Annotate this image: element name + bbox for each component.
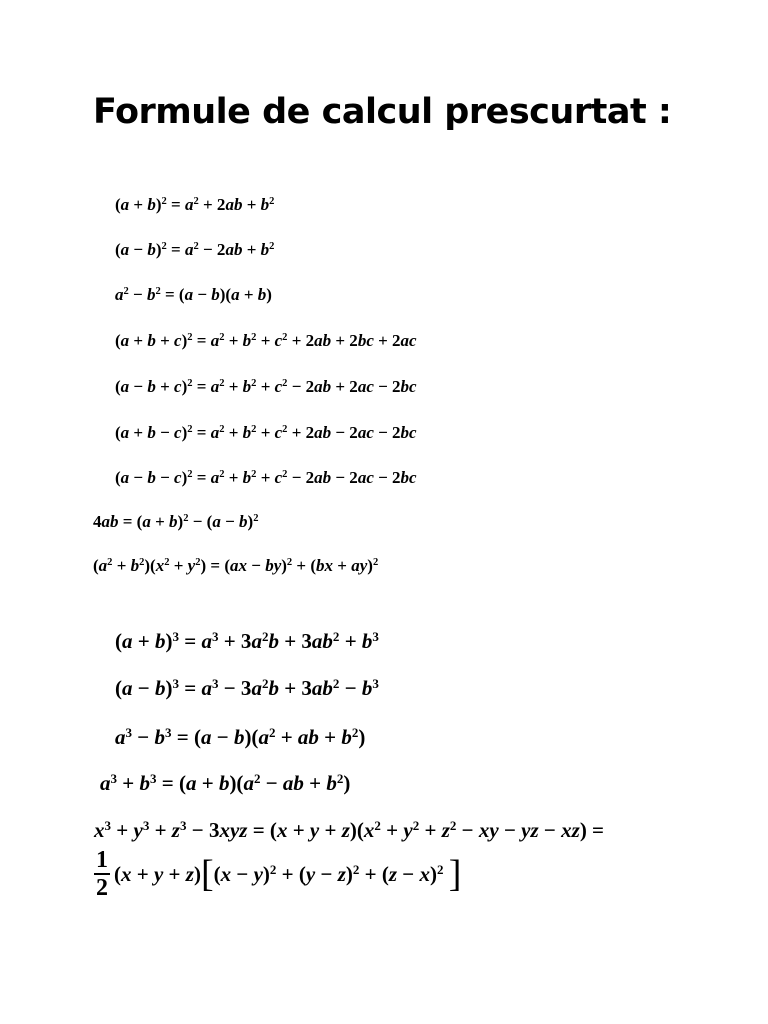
fraction-denominator: 2 bbox=[96, 875, 108, 901]
formula-trinomial-square-1: $(a + b + c)^2 = a^2 + b^2 + c^2 + 2ab + 2bc + 2ac$ bbox=[115, 331, 417, 350]
formula-square-of-difference: $(a - b)^2 = a^2 - 2ab + b^2$ bbox=[115, 240, 275, 259]
formula-trinomial-square-3: $(a + b - c)^2 = a^2 + b^2 + c^2 + 2ab - 2ac - 2bc$ bbox=[115, 423, 417, 442]
page-title: Formule de calcul prescurtat : bbox=[93, 92, 672, 132]
formula-four-ab: $4ab = (a + b)^2 - (a - b)^2$ bbox=[93, 512, 259, 531]
fraction-one-half bbox=[94, 848, 110, 900]
formula-three-cubes-line-1: $x^3 + y^3 + z^3 - 3xyz = (x + y + z)(x^2 + y^2 + z^2$ − xy − yz − xz) = bbox=[94, 817, 605, 842]
formula-difference-of-cubes: $a^3 - b^3 = (a - b)(a^2$ + ab + $b^2$) bbox=[115, 724, 366, 749]
formula-cube-of-difference: $(a - b)^3 = a^3 - 3a^2b + 3ab^2 - b^3$ bbox=[115, 675, 379, 700]
fraction-numerator: 1 bbox=[96, 847, 108, 873]
formula-difference-of-squares: $a^2 - b^2 = (a - b)(a + b)$ bbox=[115, 285, 272, 304]
formula-three-cubes-line-2: $(x + y + z)[(x - y)^2 + (y - z)^2 + (z - x)^2$ ] bbox=[114, 852, 462, 895]
formula-cube-of-sum: $(a + b)^3 = a^3 + 3a^2b + 3ab^2 + b^3$ bbox=[115, 628, 379, 653]
formula-sum-of-cubes: $a^3 + b^3 = (a + b)(a^2$ − ab + $b^2$) bbox=[100, 770, 351, 795]
formula-trinomial-square-2: $(a - b + c)^2 = a^2 + b^2 + c^2 - 2ab + 2ac - 2bc$ bbox=[115, 377, 417, 396]
formula-trinomial-square-4: $(a - b - c)^2 = a^2 + b^2 + c^2 - 2ab - 2ac - 2bc$ bbox=[115, 468, 417, 487]
formula-lagrange-identity: $(a^2 + b^2)(x^2 + y^2) = (ax - by)^2 + (bx + ay)^2$ bbox=[93, 556, 379, 575]
formula-square-of-sum: $(a + b)^2 = a^2 + 2ab + b^2$ bbox=[115, 195, 275, 214]
